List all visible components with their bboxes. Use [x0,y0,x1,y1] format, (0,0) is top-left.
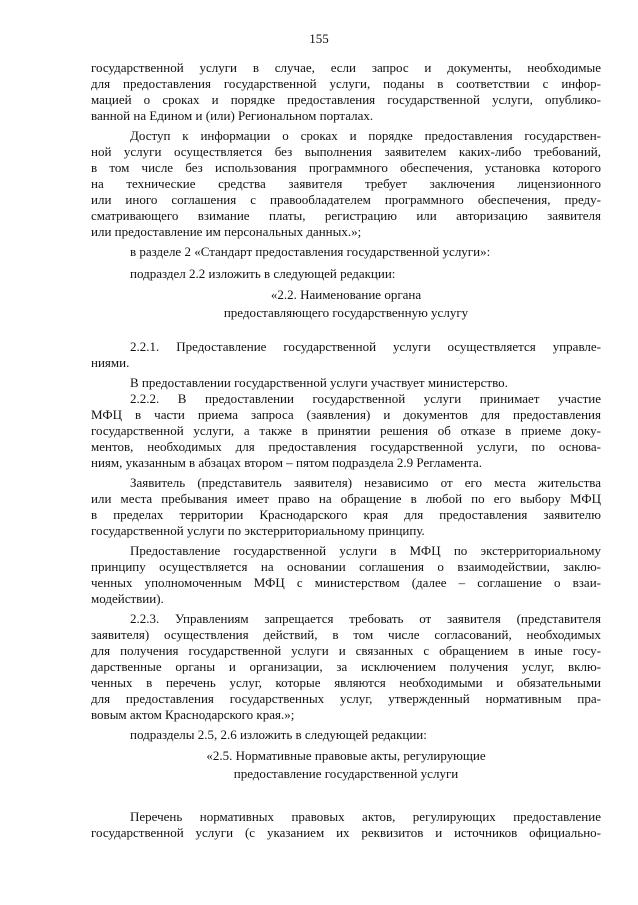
text-line: или места пребывания имеет право на обращение в любой по его выбору МФЦ [91,491,601,506]
text-line: заявителя) осуществления действий, в том числе согласований, необходимых [91,627,601,642]
text-line: в том числе без использования программного обеспечения, установка которого [91,160,601,175]
text-line: Заявитель (представитель заявителя) независимо от его места жительства [130,475,601,490]
text-line: ванной на Едином и (или) Региональном порталах. [91,108,374,123]
text-line: 2.2.3. Управлениям запрещается требовать от заявителя (представителя [130,611,601,626]
text-line: модействии). [91,591,164,606]
text-line: принципу осуществляется на основании соглашения о взаимодействии, заклю- [91,559,601,574]
text-line: в разделе 2 «Стандарт предоставления государственной услуги»: [130,244,491,259]
text-line: 2.2.1. Предоставление государственной услуги осуществляется управле- [130,339,601,354]
text-line: ной услуги осуществляется без выполнения заявителем каких-либо требований, [91,144,601,159]
text-line: государственной услуги (с указанием их реквизитов и источников официально- [91,825,601,840]
text-line: сматривающего взимание платы, регистрацию или авторизацию заявителя [91,208,601,223]
text-line: ниями. [91,355,130,370]
text-line: ченных уполномоченным МФЦ с министерством (далее – соглашение о взаи- [91,575,601,590]
section-heading: предоставляющего государственную услугу [223,305,469,320]
text-line: государственной услуги, а также в принятии решения об отказе в приеме доку- [91,423,601,438]
section-heading: «2.5. Нормативные правовые акты, регулирующие [206,748,486,763]
text-line: государственной услуги в случае, если запрос и документы, необходимые [91,60,601,75]
page-number: 155 [309,31,329,46]
text-line: вовым актом Краснодарского края.»; [91,707,295,722]
text-line: ченных в перечень услуг, которые являются необходимыми и обязательными [91,675,601,690]
text-line: государственной услуги по экстерриториальному принципу. [91,523,425,538]
text-line: подразделы 2.5, 2.6 изложить в следующей редакции: [130,727,427,742]
text-line: дарственные органы и организации, за исключением получения услуг, вклю- [91,659,601,674]
text-line: или иного соглашения с правообладателем программного обеспечения, преду- [91,192,601,207]
text-line: для предоставления государственных услуг, утвержденный нормативным пра- [91,691,601,706]
text-line: на технические средства заявителя требует заключения лицензионного [91,176,601,191]
section-heading: предоставление государственной услуги [233,766,459,781]
text-line: мацией о сроках и порядке предоставления государственной услуги, опублико- [91,92,601,107]
section-heading: «2.2. Наименование органа [270,287,422,302]
text-line: для предоставления государственной услуги, поданы в соответствии с инфор- [91,76,601,91]
text-line: Перечень нормативных правовых актов, регулирующих предоставление [130,809,601,824]
text-line: ниям, указанным в абзацах втором – пятом подраздела 2.9 Регламента. [91,455,483,470]
text-line: 2.2.2. В предоставлении государственной услуги принимает участие [130,391,601,406]
text-line: В предоставлении государственной услуги участвует министерство. [130,375,508,390]
text-line: в пределах территории Краснодарского края для предоставления заявителю [91,507,601,522]
text-line: МФЦ в части приема запроса (заявления) и документов для предоставления [91,407,601,422]
text-line: подраздел 2.2 изложить в следующей редакции: [130,266,396,281]
text-line: Доступ к информации о сроках и порядке предоставления государствен- [130,128,601,143]
text-line: ментов, необходимых для предоставления государственной услуги, по основа- [91,439,601,454]
text-line: Предоставление государственной услуги в МФЦ по экстерриториальному [130,543,601,558]
text-line: или предоставление им персональных данных.»; [91,224,362,239]
text-line: для получения государственной услуги и связанных с обращением в иные госу- [91,643,601,658]
